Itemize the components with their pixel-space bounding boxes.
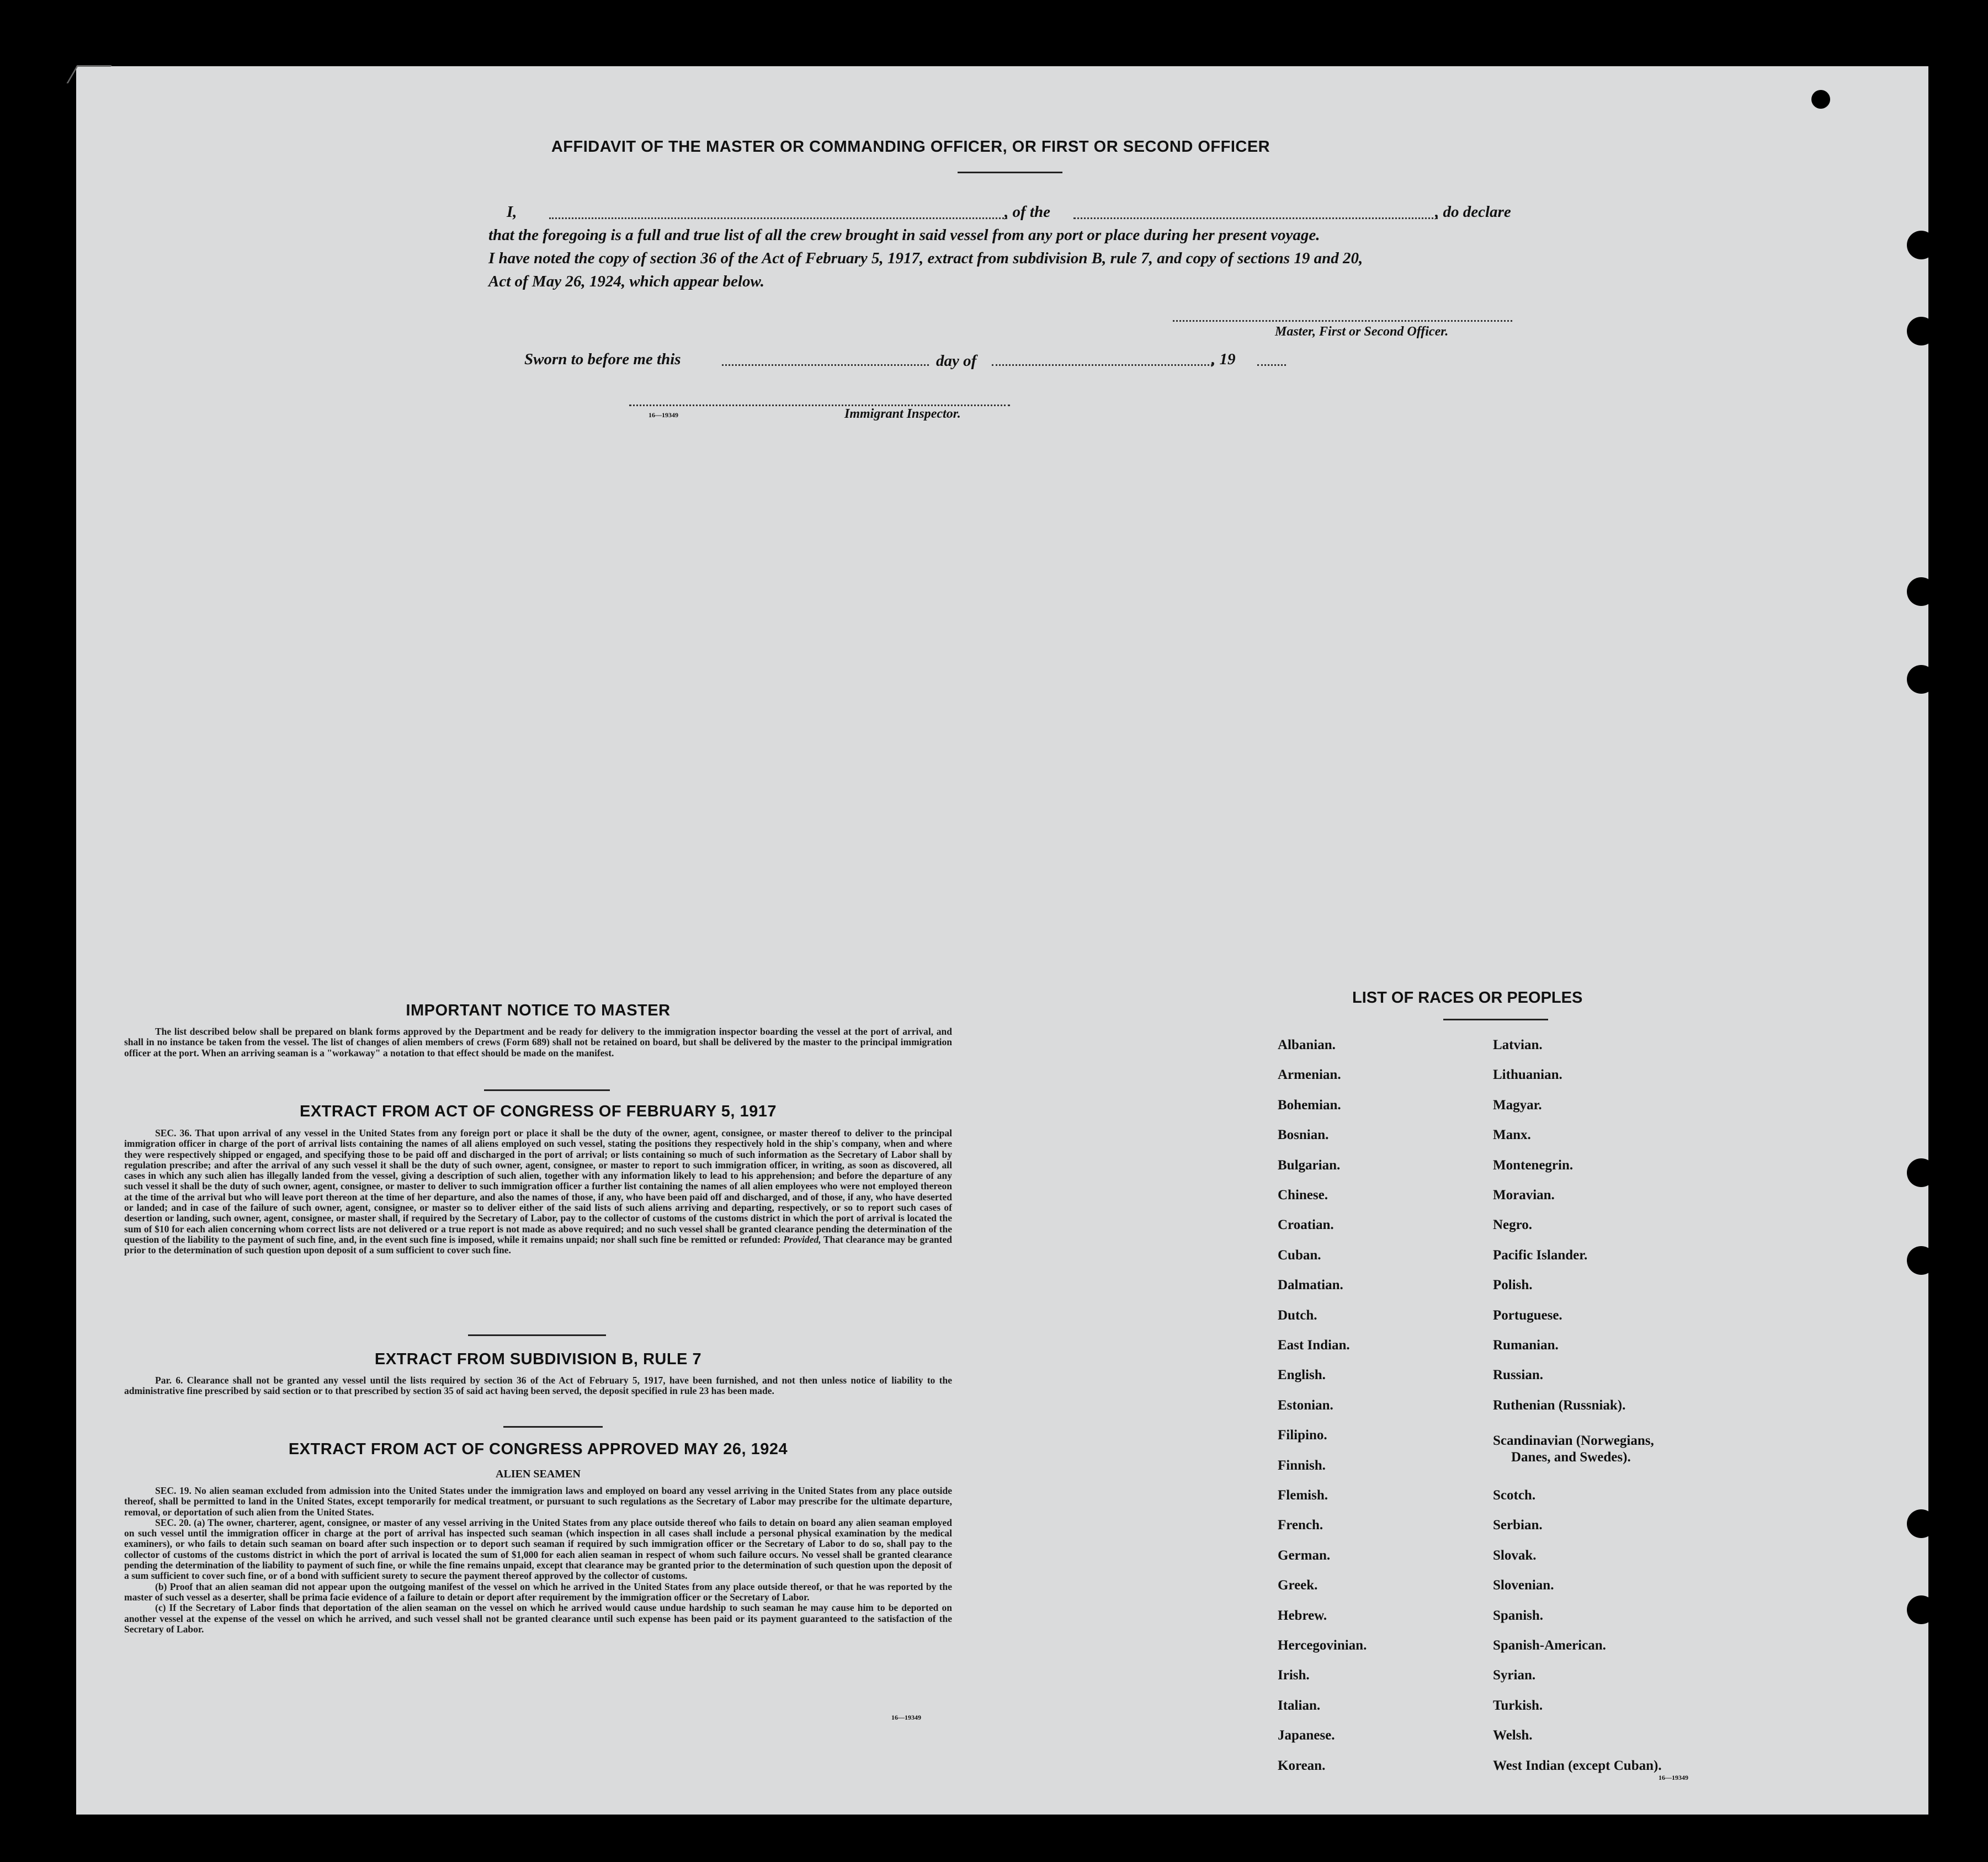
race-item: Dalmatian.: [1278, 1278, 1343, 1293]
race-item: East Indian.: [1278, 1338, 1350, 1353]
race-item: Bosnian.: [1278, 1127, 1329, 1143]
race-item: Greek.: [1278, 1578, 1318, 1593]
binder-hole: [1907, 231, 1936, 259]
race-item: Polish.: [1493, 1278, 1533, 1293]
race-item: Welsh.: [1493, 1728, 1533, 1743]
race-item: Irish.: [1278, 1668, 1310, 1683]
race-item: Spanish.: [1493, 1608, 1544, 1623]
race-item: Albanian.: [1278, 1038, 1336, 1052]
races-form-number: 16—19349: [1659, 1774, 1688, 1781]
affidavit-title: AFFIDAVIT OF THE MASTER OR COMMANDING OFFICER, OR FIRST OR SECOND OFFICER: [551, 138, 1271, 156]
race-item: Montenegrin.: [1493, 1157, 1574, 1173]
race-item: Ruthenian (Russniak).: [1493, 1397, 1626, 1413]
race-item: Flemish.: [1278, 1488, 1328, 1503]
left-form-number: 16—19349: [891, 1714, 921, 1721]
name-field[interactable]: [549, 217, 1007, 219]
affidavit-form-number: 16—19349: [649, 411, 678, 419]
race-item: Lithuanian.: [1493, 1067, 1562, 1083]
declaration-line-4: Act of May 26, 1924, which appear below.: [488, 273, 764, 290]
day-of-label: day of: [936, 352, 977, 370]
race-item: Latvian.: [1493, 1038, 1543, 1052]
section-divider: [468, 1334, 606, 1336]
race-item: Scandinavian (Norwegians,: [1493, 1433, 1654, 1449]
race-item: West Indian (except Cuban).: [1493, 1758, 1662, 1773]
extract-1917-title: EXTRACT FROM ACT OF CONGRESS OF FEBRUARY 5, 1917: [299, 1103, 777, 1120]
sec-20c-text: (c) If the Secretary of Labor finds that deportation of the alien seaman on the vessel on which he arrived would cause undue hardship to such seaman he may cause him to be deported on another vessel at the expense of the vessel on which he arrived, and such vessel shall not be granted clearance until such expense has been paid or its payment guaranteed to the satisfaction of the Secretary of Labor.: [124, 1602, 952, 1635]
vessel-field[interactable]: [1073, 217, 1438, 219]
master-signature-caption: Master, First or Second Officer.: [1275, 324, 1449, 339]
binder-hole: [1907, 1246, 1936, 1275]
race-item: Rumanian.: [1493, 1338, 1559, 1353]
race-item: Slovenian.: [1493, 1578, 1554, 1593]
sworn-year-field[interactable]: [1257, 364, 1286, 366]
i-label: I,: [507, 203, 517, 221]
race-item: Italian.: [1278, 1698, 1321, 1713]
race-item: Bohemian.: [1278, 1097, 1341, 1113]
sec-20a-text: SEC. 20. (a) The owner, charterer, agent, consignee, or master of any vessel arriving in the United States from any place outside thereof who fails to detain on board any alien seaman employed on such vessel until the immigration officer in charge at the port of arrival has inspected such seaman (which inspection in all cases shall include a personal physical examination by the medical examiners), or who fails to detain such seaman on board after such inspection or to deport such seaman if required by such immigration officer or the Secretary of Labor to do so, shall pay to the collector of customs of the customs district in which the port of arrival is located the sum of $1,000 for each alien seaman in respect of whom such failure occurs. No vessel shall be granted clearance pending the determination of the liability to payment of such fine, or while the fine remains unpaid, except that clearance may be granted prior to the determination of such question upon the deposit of a sum sufficient to cover such fine, or of a bond with sufficient surety to secure the payment thereof approved by the collector of customs.: [124, 1517, 952, 1582]
punch-mark: [1934, 105, 1957, 127]
sec-19-text: SEC. 19. No alien seaman excluded from admission into the United States under the immigration laws and employed on board any vessel arriving in the United States from any place outside thereof, shall be permitted to land in the United States, except temporarily for medical treatment, or pursuant to such regulations as the Secretary of Labor may prescribe for the ultimate departure, removal, or deportation of such alien from the United States.: [124, 1485, 952, 1518]
of-the-label: , of the: [1004, 203, 1050, 221]
binder-hole: [1907, 317, 1936, 345]
race-item: Slovak.: [1493, 1547, 1537, 1563]
race-item: Moravian.: [1493, 1188, 1555, 1203]
race-item: Filipino.: [1278, 1428, 1327, 1443]
declaration-line-2: that the foregoing is a full and true list of all the crew brought in said vessel from any port or place during her present voyage.: [488, 226, 1320, 244]
section-divider: [503, 1426, 603, 1428]
race-item: Chinese.: [1278, 1188, 1328, 1203]
notice-text: The list described below shall be prepared on blank forms approved by the Department and be ready for delivery to the immigration inspector boarding the vessel at the port of arrival, and shall in no instance be taken from the vessel. The list of changes of alien members of crews (Form 689) shall not be retained on board, but shall be delivered by the master to the principal immigration officer at the port. When an arriving seaman is a "workaway" a notation to that effect should be made on the manifest.: [124, 1026, 952, 1058]
binder-hole: [1907, 1595, 1936, 1624]
race-item: Manx.: [1493, 1127, 1531, 1143]
race-item: Turkish.: [1493, 1698, 1543, 1713]
year-label: , 19: [1211, 350, 1236, 368]
race-item: Estonian.: [1278, 1397, 1333, 1413]
race-item: Croatian.: [1278, 1217, 1334, 1233]
races-title-underline: [1443, 1019, 1548, 1020]
race-item: Japanese.: [1278, 1728, 1335, 1743]
race-item: Serbian.: [1493, 1518, 1543, 1533]
race-item: Hebrew.: [1278, 1608, 1327, 1623]
race-item: Armenian.: [1278, 1067, 1341, 1083]
race-item: Bulgarian.: [1278, 1157, 1341, 1173]
race-item: Scotch.: [1493, 1488, 1536, 1503]
punch-mark: [1811, 90, 1830, 109]
race-item: Magyar.: [1493, 1097, 1542, 1113]
inspector-signature-field[interactable]: [629, 405, 1010, 406]
inspector-caption: Immigrant Inspector.: [844, 407, 961, 421]
race-item: Syrian.: [1493, 1668, 1536, 1683]
do-declare-label: , do declare: [1435, 203, 1511, 221]
alien-seamen-subtitle: ALIEN SEAMEN: [496, 1468, 581, 1480]
notice-title: IMPORTANT NOTICE TO MASTER: [406, 1002, 671, 1019]
race-item: Danes, and Swedes).: [1511, 1450, 1631, 1465]
race-item: Korean.: [1278, 1758, 1326, 1773]
rule7-title: EXTRACT FROM SUBDIVISION B, RULE 7: [374, 1350, 702, 1368]
race-item: Negro.: [1493, 1217, 1533, 1233]
race-item: Pacific Islander.: [1493, 1247, 1588, 1263]
sworn-day-field[interactable]: [722, 364, 929, 366]
binder-hole: [1907, 665, 1936, 694]
extract-1917-text: SEC. 36. That upon arrival of any vessel in the United States from any foreign port or place it shall be the duty of the owner, agent, consignee, or master thereof to deliver to the principal immigration officer in charge of the port of arrival lists containing the names of all aliens employed on such vessel, stating the positions they respectively hold in the ship's company, when and where they were respectively shipped or engaged, and specifying those to be paid off and discharged in the port of arrival; or lists containing so much of such information as the Secretary of Labor shall by regulation prescribe; and after the arrival of any such vessel it shall be the duty of such owner, agent, consignee, or master to report to such immigration officer, in writing, as soon as discovered, all cases in which any such alien has illegally landed from the vessel, giving a description of such alien, together with any information likely to lead to his apprehension; and before the departure of any such vessel it shall be the duty of such owner, agent, consignee, or master to deliver to such immigration officer a further list containing the names of all alien employees who were not employed thereon at the time of the arrival but who will leave port thereon at the time of her departure, and also the names of those, if any, who have been paid off and discharged, and of those, if any, who have deserted or landed; and in case of the failure of such owner, agent, consignee, or master so to deliver either of the said lists of such aliens arriving and departing, respectively, or so to report such cases of desertion or landing, such owner, agent, consignee, or master shall, if required by the Secretary of Labor, pay to the collector of customs of the customs district in which the port of arrival is located the sum of $10 for each alien concerning whom correct lists are not delivered or a true report is not made as above required; and no such vessel shall be granted clearance pending the determination of the question of the liability to the payment of such fine, and, in the event such fine is imposed, while it remains unpaid; nor shall such fine be remitted or refunded: Provided, That clearance may be granted prior to the determination of such question upon deposit of a sum sufficient to cover such fine.: [124, 1127, 953, 1256]
title-underline: [958, 172, 1062, 173]
race-item: English.: [1278, 1368, 1326, 1383]
extract-1924-sections: [124, 1486, 952, 1635]
race-item: Dutch.: [1278, 1307, 1317, 1323]
race-item: Portuguese.: [1493, 1307, 1562, 1323]
section-divider: [484, 1089, 610, 1091]
race-item: Finnish.: [1278, 1457, 1326, 1473]
race-item: Spanish-American.: [1493, 1638, 1606, 1653]
rule7-text: Par. 6. Clearance shall not be granted any vessel until the lists required by section 36 of the Act of February 5, 1917, have been furnished, and not then unless notice of liability to the administrative fine prescribed by said section or to that prescribed by section 35 of said act having been served, the deposit specified in rule 23 has been made.: [124, 1375, 952, 1397]
sec-20b-text: (b) Proof that an alien seaman did not appear upon the outgoing manifest of the vessel on which he arrived in the United States from any place outside thereof, or that he was reported by the master of such vessel as a deserter, shall be prima facie evidence of a failure to detain or deport after requirement by the immigration officer or the Secretary of Labor.: [124, 1581, 952, 1603]
sworn-label: Sworn to before me this: [524, 350, 681, 368]
binder-hole: [1907, 1509, 1936, 1538]
extract-1924-title: EXTRACT FROM ACT OF CONGRESS APPROVED MAY 26, 1924: [288, 1440, 788, 1458]
race-item: French.: [1278, 1518, 1323, 1533]
binder-hole: [1907, 1158, 1936, 1187]
master-signature-field[interactable]: [1173, 320, 1512, 322]
race-item: Cuban.: [1278, 1247, 1321, 1263]
declaration-line-3: I have noted the copy of section 36 of the Act of February 5, 1917, extract from subdivision B, rule 7, and copy of sections 19 and 20,: [488, 249, 1363, 267]
race-item: German.: [1278, 1547, 1331, 1563]
sworn-month-field[interactable]: [992, 364, 1213, 366]
race-item: Hercegovinian.: [1278, 1638, 1367, 1653]
race-item: Russian.: [1493, 1368, 1544, 1383]
binder-hole: [1907, 577, 1936, 606]
races-title: LIST OF RACES OR PEOPLES: [1352, 989, 1583, 1007]
